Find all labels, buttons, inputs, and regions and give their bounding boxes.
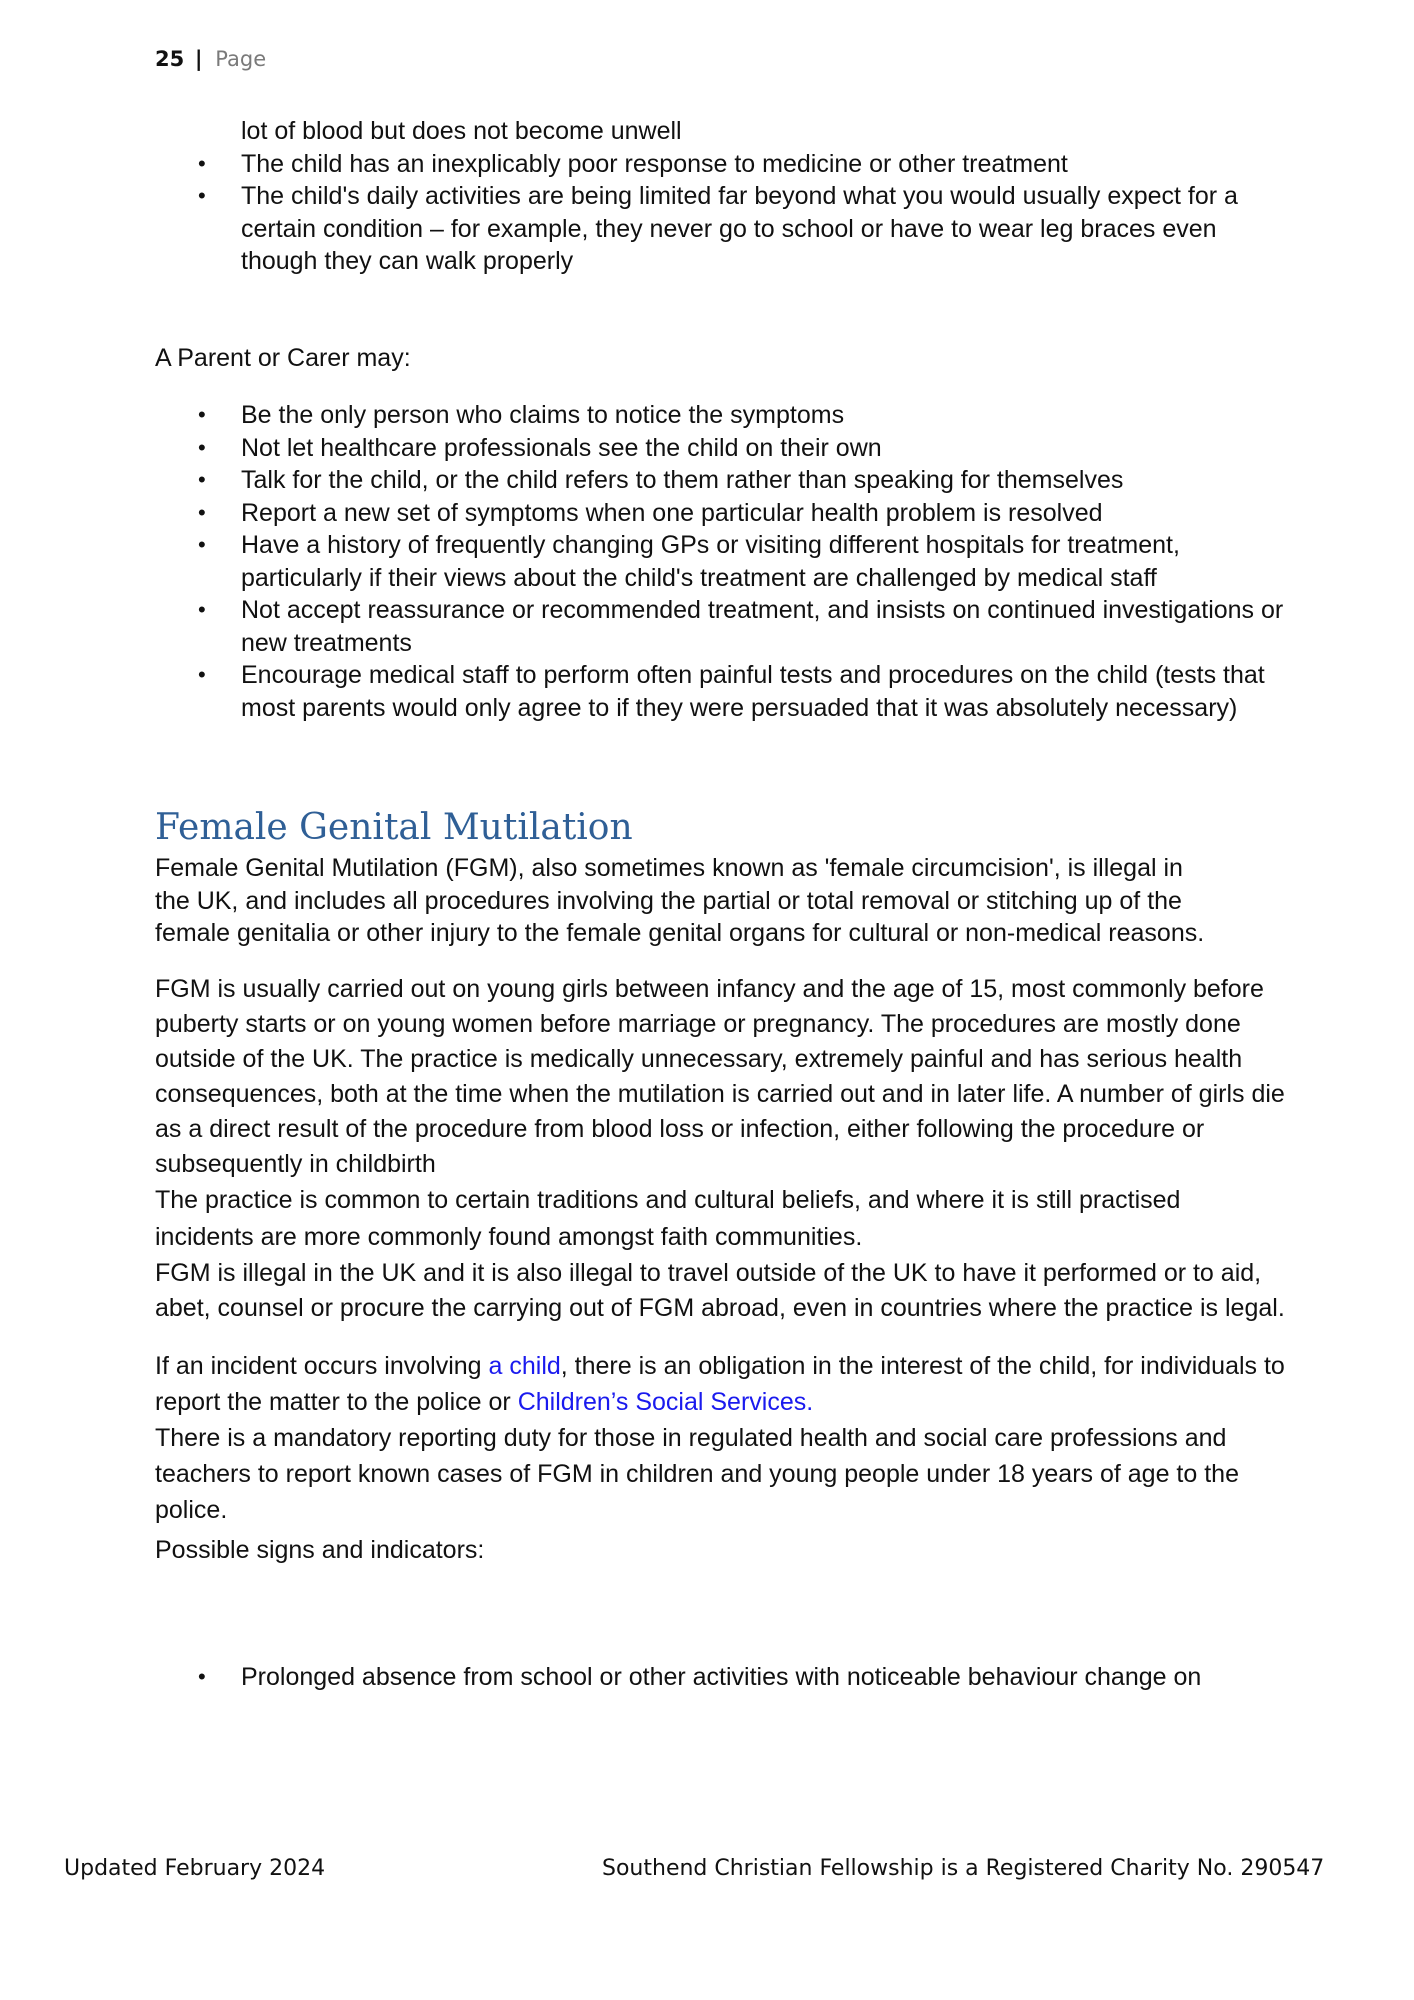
page-label: Page (215, 47, 267, 71)
list-item (155, 497, 1285, 530)
fgm-paragraph-traditions: The practice is common to certain traditions and cultural beliefs, and where it is still practised incidents are more commonly found amongst faith communities. (155, 1185, 1181, 1251)
fgm-signs-list (155, 1661, 1285, 1694)
list-item-text: Report a new set of symptoms when one particular health problem is resolved (241, 498, 1103, 527)
list-item (155, 148, 1285, 181)
childrens-social-services-link[interactable]: Children’s Social Services. (517, 1387, 814, 1416)
document-body (155, 115, 1285, 1694)
list-item-text: Encourage medical staff to perform often painful tests and procedures on the child (tests that most parents would only agree to if they were persuaded that it was absolutely necessary) (241, 661, 1265, 722)
list-item (155, 399, 1285, 432)
bullet-icon: • (198, 499, 206, 525)
reporting-text-middle: , there is an obligation in the interest of the child, for individuals to report the matter to the police or (155, 1351, 1285, 1416)
fgm-paragraph-mandatory-duty: There is a mandatory reporting duty for those in regulated health and social care professions and teachers to report known cases of FGM in children and young people under 18 years of age to the police. (155, 1423, 1239, 1524)
list-item-text: Not let healthcare professionals see the child on their own (241, 433, 882, 462)
fgm-paragraph-overview: FGM is usually carried out on young girls between infancy and the age of 15, most commonly before puberty starts or on young women before marriage or pregnancy. The procedures are mostly done outside of the UK. The practice is medically unnecessary, extremely painful and has serious health consequences, both at the time when the mutilation is carried out and in later life. A number of girls die as a direct result of the procedure from blood loss or infection, either following the procedure or subsequently in childbirth (155, 974, 1285, 1178)
page-number: 25 (155, 47, 185, 71)
fii-signs-list (155, 148, 1285, 278)
list-item (155, 432, 1285, 465)
list-item-text: Not accept reassurance or recommended treatment, and insists on continued investigations or new treatments (241, 596, 1284, 657)
fgm-paragraph-reporting (155, 1348, 1285, 1420)
parent-carer-label: A Parent or Carer may: (155, 343, 411, 372)
reporting-text-start: If an incident occurs involving (155, 1351, 489, 1380)
bullet-icon: • (198, 1664, 206, 1689)
list-item-text: Be the only person who claims to notice the symptoms (241, 401, 845, 429)
footer-updated-date: Updated February 2024 (64, 1856, 326, 1881)
list-item-text: Prolonged absence from school or other activities with noticeable behaviour change on (241, 1663, 1202, 1691)
bullet-icon: • (198, 183, 206, 208)
list-item (155, 1661, 1285, 1694)
fgm-paragraph-legality: FGM is illegal in the UK and it is also illegal to travel outside of the UK to have it performed or to aid, abet, counsel or procure the carrying out of FGM abroad, even in countries where the practice is legal. (155, 1258, 1285, 1322)
bullet-icon: • (198, 662, 206, 687)
fgm-paragraph-definition: Female Genital Mutilation (FGM), also sometimes known as 'female circumcision', is illegal in the UK, and includes all procedures involving the partial or total removal or stitching up of the female genitalia or other injury to the female genital organs for cultural or non-medical reasons. (155, 854, 1205, 947)
parent-carer-list (155, 399, 1285, 724)
list-item (155, 594, 1285, 659)
list-item (155, 180, 1285, 278)
list-item (155, 659, 1285, 724)
bullet-icon: • (198, 434, 206, 460)
bullet-icon: • (198, 150, 206, 176)
list-item-text: The child has an inexplicably poor response to medicine or other treatment (241, 149, 1068, 178)
footer-charity-info: Southend Christian Fellowship is a Registered Charity No. 290547 (602, 1856, 1325, 1881)
a-child-link[interactable]: a child (488, 1351, 561, 1380)
section-heading-fgm: Female Genital Mutilation (155, 807, 633, 848)
page-header (155, 44, 266, 74)
list-continuation-line: lot of blood but does not become unwell (241, 117, 682, 145)
bullet-icon: • (198, 467, 206, 492)
page-separator: | (194, 47, 203, 71)
list-item (155, 529, 1285, 594)
possible-signs-label: Possible signs and indicators: (155, 1535, 485, 1564)
list-item (155, 464, 1285, 497)
list-item-text: Talk for the child, or the child refers to them rather than speaking for themselves (241, 466, 1124, 494)
bullet-icon: • (198, 532, 206, 557)
list-item-text: Have a history of frequently changing GPs or visiting different hospitals for treatment, particularly if their views about the child's treatment are challenged by medical staff (241, 531, 1180, 592)
list-item-text: The child's daily activities are being limited far beyond what you would usually expect for a certain condition – for example, they never go to school or have to wear leg braces even though they can walk properly (241, 182, 1238, 275)
bullet-icon: • (198, 597, 206, 622)
bullet-icon: • (198, 402, 206, 427)
